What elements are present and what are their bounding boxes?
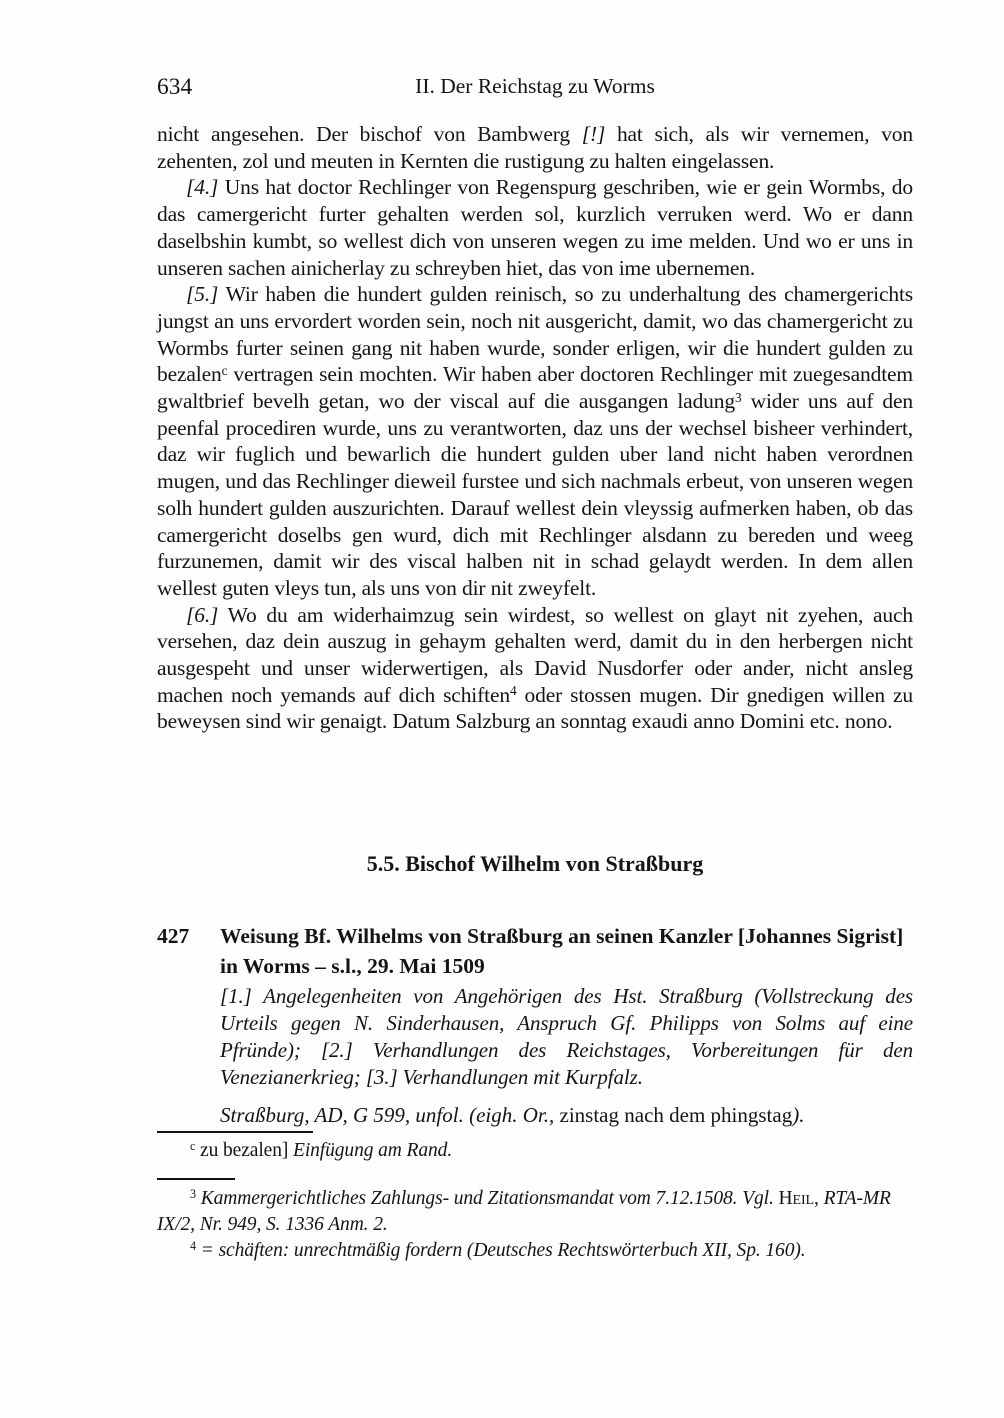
page-header bbox=[157, 74, 913, 99]
footnote-divider bbox=[157, 1178, 235, 1180]
footnote-4: $^4$ = schäften: unrechtmäßig fordern (Deutsches Rechtswörterbuch XII, Sp. 160). bbox=[190, 1239, 806, 1261]
page-number: 634 bbox=[157, 74, 193, 100]
footnote-3: $^3$ Kammergerichtliches Zahlungs- und Zitationsmandat vom 7.12.1508. Vgl. Heil, RTA-MR IX/2, Nr. 949, S. 1336 Anm. 2. bbox=[157, 1187, 891, 1235]
body-paragraph: [6.] Wo du am widerhaimzug sein wirdest, so wellest on glayt nit zyehen, auch versehen, daz dein auszug in gehaym gehalten werd, damit du in den herbergen nicht ausgespeht und unser widerwertigen, als David Nusdorfer oder ander, nicht ansleg machen noch yemands auf dich schiften$^4$ oder stossen mugen. Dir gnedigen willen zu beweysen sind wir genaigt. Datum Salzburg an sonntag exaudi anno Domini etc. nono. bbox=[157, 602, 913, 734]
entry-number: 427 bbox=[157, 924, 190, 948]
transcription-body bbox=[157, 121, 913, 735]
footnote-area bbox=[157, 1131, 913, 1264]
entry-summary: [1.] Angelegenheiten von Angehörigen des Hst. Straßburg (Vollstreckung des Urteils gegen N. Sinderhausen, Anspruch Gf. Philipps von Solms auf eine Pfründe); [2.] Verhandlungen des Reichstages, Vorbereitungen für den Venezianerkrieg; [3.] Verhandlungen mit Kurpfalz. bbox=[220, 984, 913, 1089]
body-paragraph: [5.] Wir haben die hundert gulden reinisch, so zu underhaltung des chamergerichts jungst an uns ervordert worden sein, noch nit ausgericht, damit, wo das chamergericht zu Wormbs furter seinen gang nit haben wurde, sonder erligen, wir die hundert gulden zu bezalen$^c$ vertragen sein mochten. Wir haben aber doctoren Rechlinger mit zuegesandtem gwaltbrief bevelh getan, wo der viscal auf die ausgangen ladung$^3$ wider uns auf den peenfal procediren wurde, uns zu verantworten, daz uns der wechsel bisheer verhindert, daz wir fuglich und bewarlich die hundert gulden uber land nicht haben verordnen mugen, und das Rechlinger dieweil furstee und sich nachmals erbeut, von unseren wegen solh hundert gulden auszurichten. Darauf wellest dein vleyssig aufmerken haben, ob das camergericht doselbs gen wurd, dich mit Rechlinger alsdann zu bereden und weeg furzunemen, damit wir des viscal halben nit in schad gelaydt werden. In dem allen wellest guten vleys tun, als uns von dir nit zweyfelt. bbox=[157, 282, 913, 600]
entry-head bbox=[157, 921, 913, 981]
body-paragraph: [4.] Uns hat doctor Rechlinger von Regenspurg geschriben, wie er gein Wormbs, do das camergericht furter gehalten werden sol, kurzlich verruken werd. Wo er dann daselbshin kumbt, so wellest dich von unseren wegen zu ime melden. Und wo er uns in unseren sachen ainicherlay zu schreyben hiet, das von ime ubernemen. bbox=[157, 175, 913, 280]
footnote-textcritical-c: $^c$ zu bezalen] Einfügung am Rand. bbox=[190, 1139, 453, 1161]
running-title: II. Der Reichstag zu Worms bbox=[415, 74, 655, 98]
entry-title: Weisung Bf. Wilhelms von Straßburg an seinen Kanzler [Johannes Sigrist] in Worms – s.l., 29. Mai 1509 bbox=[220, 924, 904, 978]
textcritical-divider bbox=[157, 1131, 313, 1133]
entry-427 bbox=[157, 921, 913, 1129]
section-heading: 5.5. Bischof Wilhelm von Straßburg bbox=[366, 851, 704, 876]
entry-source: Straßburg, AD, G 599, unfol. (eigh. Or., zinstag nach dem phingstag). bbox=[220, 1103, 805, 1127]
body-paragraph: nicht angesehen. Der bischof von Bambwerg [!] hat sich, als wir vernemen, von zehenten, zol und meuten in Kernten die rustigung zu halten eingelassen. bbox=[157, 122, 913, 173]
